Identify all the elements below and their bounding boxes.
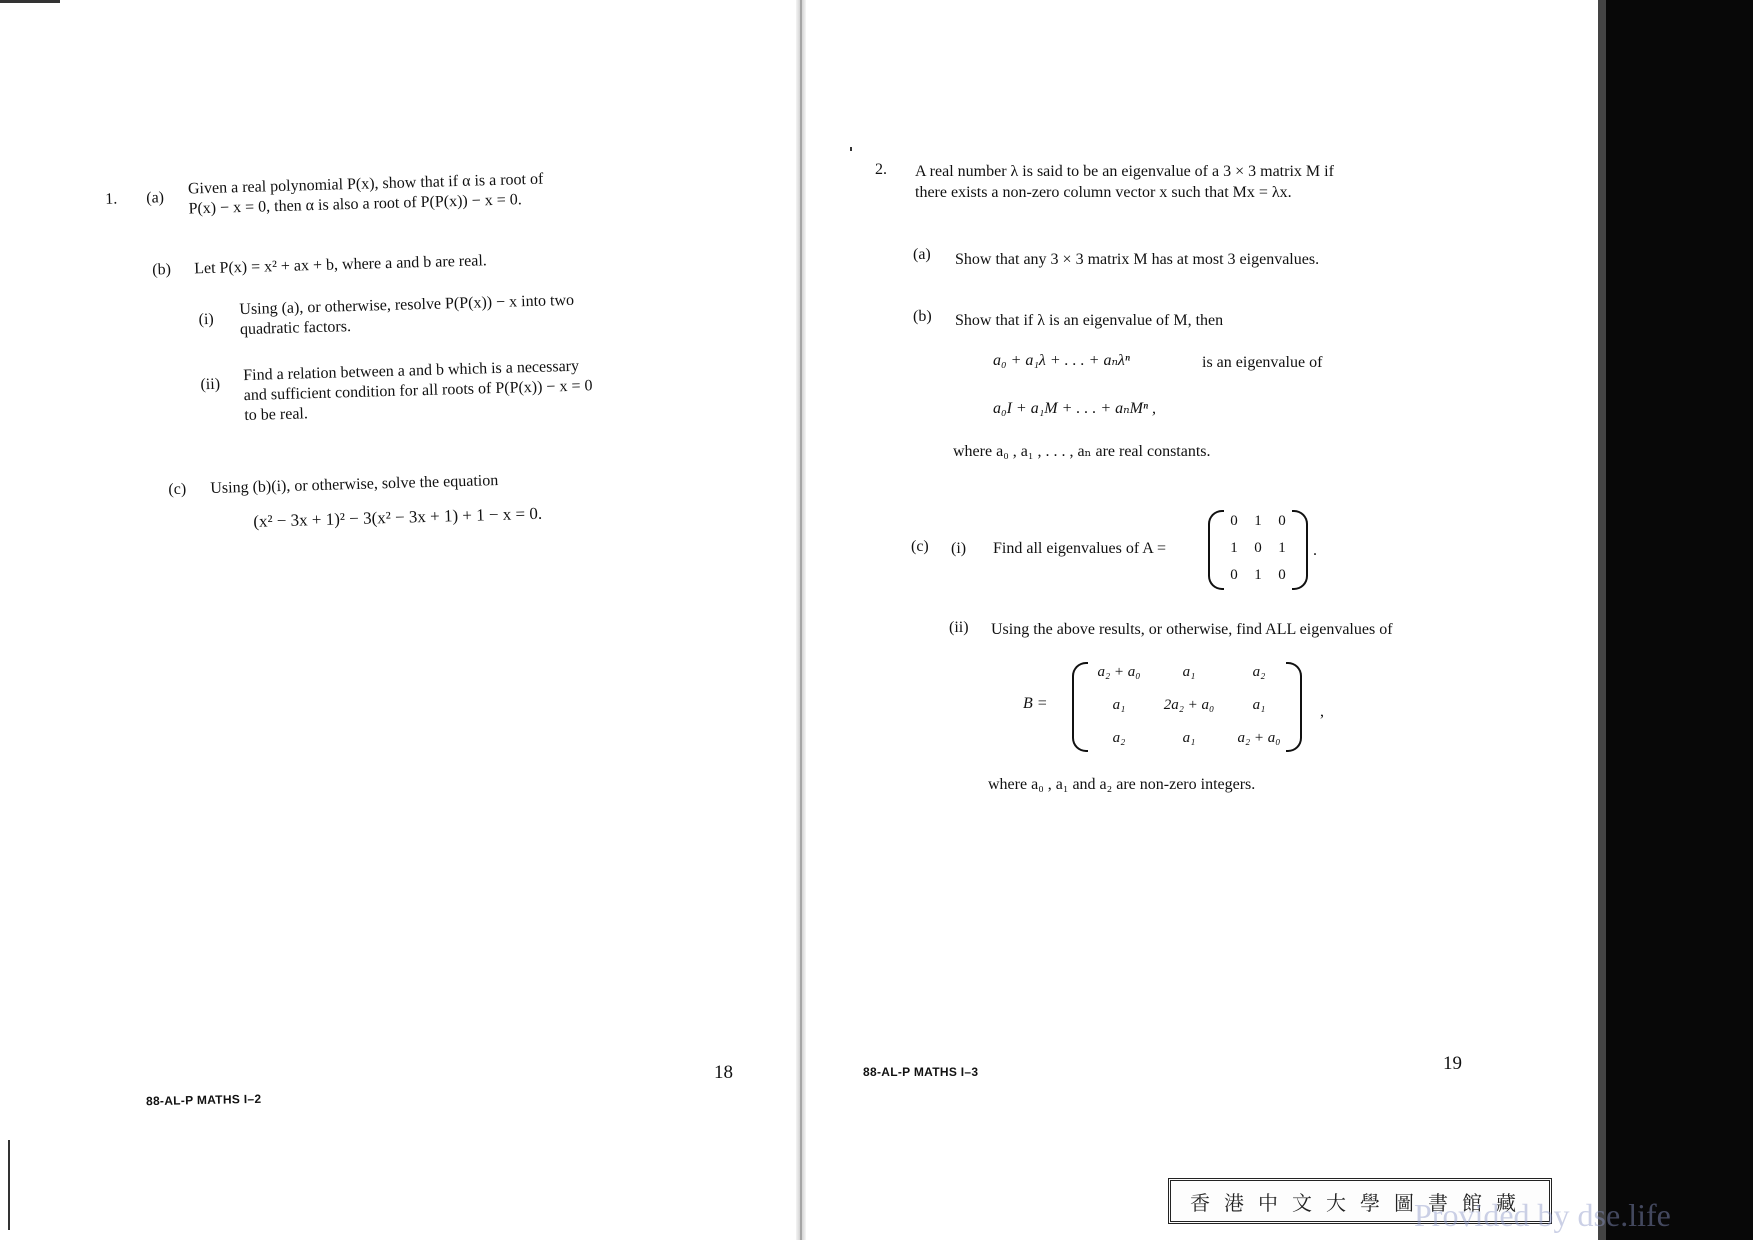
- q1bi-line-2: quadratic factors.: [239, 318, 352, 339]
- matrix-b-cell: a₁: [1252, 697, 1266, 713]
- page-footer: 88-AL-P MATHS I–3: [863, 1065, 979, 1079]
- part-label: (a): [146, 189, 165, 207]
- matrix-a-cell: 0: [1278, 567, 1286, 583]
- subpart-label: (i): [198, 310, 215, 329]
- library-stamp: 香港中文大學圖書館藏: [1168, 1178, 1552, 1224]
- matrix-b-label: B =: [1023, 695, 1048, 712]
- part-label: (b): [913, 308, 932, 325]
- matrix-b-cell: a₁: [1112, 697, 1126, 713]
- matrix-a: [1208, 510, 1308, 590]
- matrix-a-cell: 0: [1278, 513, 1286, 529]
- q1bii-line-2: and sufficient condition for all roots of P(P(x)) − x = 0: [243, 377, 593, 405]
- matrix-a-cell: 0: [1230, 567, 1238, 583]
- q2b-is-eigenvalue: is an eigenvalue of: [1202, 354, 1323, 371]
- part-label: (c): [911, 538, 929, 555]
- q2cii-text: Using the above results, or otherwise, find ALL eigenvalues of: [991, 621, 1393, 638]
- part-label: (b): [152, 261, 172, 279]
- scan-dark-edge: [1598, 0, 1753, 1240]
- scan-mark: [850, 147, 852, 151]
- q1a-line-2: P(x) − x = 0, then α is also a root of P(P(x)) − x = 0.: [188, 191, 523, 218]
- matrix-b-cell: a₂: [1252, 664, 1266, 680]
- matrix-b-cell: a₂: [1112, 730, 1126, 746]
- matrix-a-cell: 1: [1278, 540, 1286, 556]
- q2b-polynomial: a₀ + a₁λ + . . . + aₙλⁿ: [993, 352, 1130, 369]
- matrix-b-cell: a₂ + a₀: [1237, 730, 1281, 746]
- q2ci-text: Find all eigenvalues of A =: [993, 540, 1166, 557]
- subpart-label: (ii): [200, 375, 221, 394]
- part-label: (a): [913, 246, 931, 263]
- q1a-line-1: Given a real polynomial P(x), show that if α is a root of: [187, 170, 544, 198]
- matrix-b-cell: a₁: [1182, 730, 1196, 746]
- question-number: 2.: [875, 161, 887, 178]
- page-number: 18: [714, 1062, 733, 1083]
- matrix-b: [1072, 662, 1302, 752]
- q2-intro-line-2: there exists a non-zero column vector x such that Mx = λx.: [915, 184, 1292, 201]
- q2b-matrix-polynomial: a₀I + a₁M + . . . + aₙMⁿ ,: [993, 400, 1157, 417]
- q1c-equation: (x² − 3x + 1)² − 3(x² − 3x + 1) + 1 − x = 0.: [253, 503, 543, 531]
- q1b-line: Let P(x) = x² + ax + b, where a and b are real.: [194, 252, 488, 278]
- matrix-a-cell: 1: [1230, 540, 1238, 556]
- question-1: [0, 0, 825, 1242]
- page-footer: 88-AL-P MATHS I–2: [145, 1091, 262, 1109]
- q2b-line: Show that if λ is an eigenvalue of M, then: [955, 312, 1224, 329]
- watermark: Provided by dse.life: [1414, 1197, 1671, 1233]
- matrix-b-cell: a₁: [1182, 664, 1196, 680]
- question-number: 1.: [105, 190, 118, 208]
- matrix-b-cell: 2a₂ + a₀: [1163, 697, 1215, 713]
- matrix-a-cell: 1: [1254, 513, 1262, 529]
- scan-mark: [8, 1140, 10, 1230]
- page-number: 19: [1443, 1053, 1462, 1074]
- q1c-line: Using (b)(i), or otherwise, solve the equation: [210, 471, 499, 498]
- matrix-b-cell: a₂ + a₀: [1097, 664, 1141, 680]
- subpart-label: (ii): [949, 619, 969, 636]
- q1bii-line-3: to be real.: [244, 405, 309, 425]
- q1bii-line-1: Find a relation between a and b which is a necessary: [243, 357, 580, 385]
- q2-intro-line-1: A real number λ is said to be an eigenvalue of a 3 × 3 matrix M if: [915, 163, 1334, 180]
- part-label: (c): [168, 480, 187, 499]
- matrix-a-cell: 0: [1230, 513, 1238, 529]
- matrix-a-cell: 1: [1254, 567, 1262, 583]
- q1bi-line-1: Using (a), or otherwise, resolve P(P(x)) − x into two: [239, 291, 575, 319]
- subpart-label: (i): [951, 540, 967, 557]
- matrix-a-cell: 0: [1254, 540, 1262, 556]
- q2cii-where: where a₀ , a₁ and a₂ are non-zero integers.: [988, 776, 1256, 793]
- q2cii-comma: ,: [1320, 703, 1324, 720]
- q2ci-end: .: [1313, 542, 1317, 559]
- q2b-where: where a₀ , a₁ , . . . , aₙ are real constants.: [953, 443, 1211, 460]
- q2a-line: Show that any 3 × 3 matrix M has at most 3 eigenvalues.: [955, 251, 1320, 268]
